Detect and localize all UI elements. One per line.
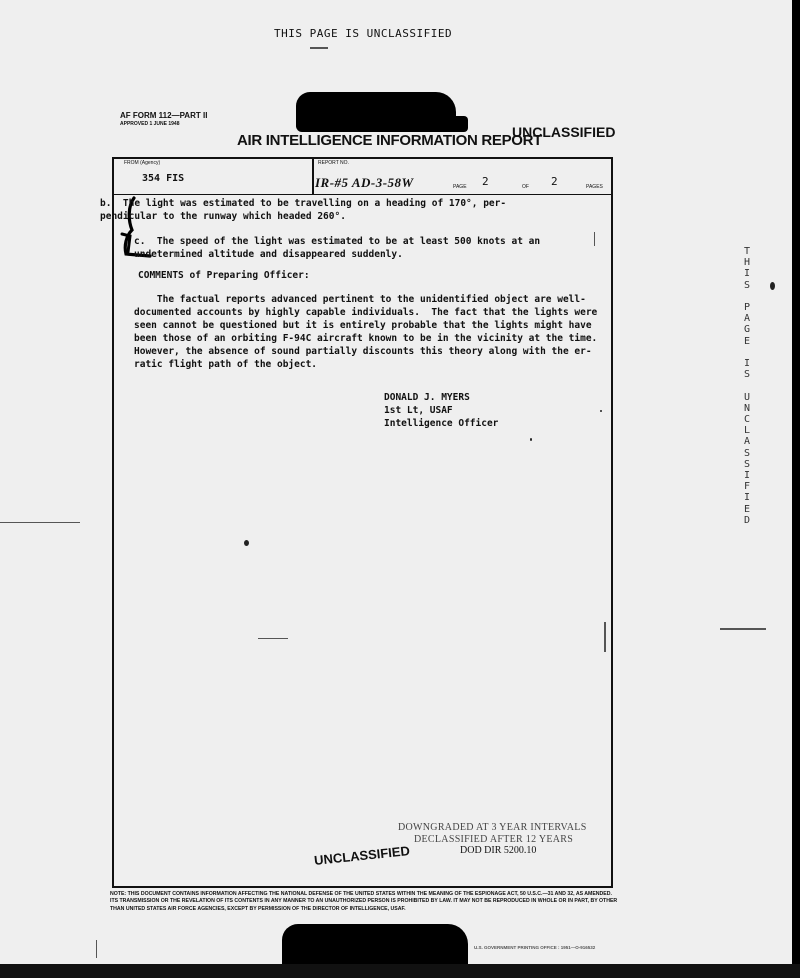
vertical-letter: S [743,279,751,291]
report-number-handwritten: IR-#5 AD-3-58W [315,175,414,190]
page-label: PAGE [453,184,467,190]
paragraph-c: c. The speed of the light was estimated to be at least 500 knots at an undetermined altitude and disappeared suddenly. [134,236,541,260]
header-divider [312,159,314,194]
scan-scratch [258,638,288,639]
vertical-letter [741,347,753,358]
downgrade-line-3: DOD DIR 5200.10 [460,845,537,856]
report-title: AIR INTELLIGENCE INFORMATION REPORT [237,132,543,149]
vertical-letter: F [743,481,751,493]
total-pages-value: 2 [551,175,558,188]
vertical-letter: N [743,402,751,414]
comments-paragraph: The factual reports advanced pertinent to the unidentified object are well- documented accounts by highly capable individuals. The fact that the lights were seen cannot be questioned but it is entirely probable that the lights might have been those of an orbiting F-94C aircraft known to be in the vicinity at the time. However, the absence of sound partially discounts this theory along with the er- ratic flight path of the object. [134,294,598,370]
scan-speck [770,282,775,290]
of-label: OF [522,184,529,190]
scan-edge-right [792,0,800,978]
vertical-letter: I [743,492,751,504]
vertical-letter: I [743,268,751,280]
vertical-letter: S [743,369,751,381]
scan-edge-bottom [0,964,800,978]
redaction-block-top [296,92,456,132]
vertical-letter: U [743,391,751,403]
vertical-letter: G [743,324,751,336]
scan-speck [600,410,602,412]
vertical-letter: E [743,503,751,515]
scan-scratch [720,628,766,630]
scan-scratch [310,47,328,49]
vertical-letter: H [743,257,751,269]
vertical-letter: E [743,335,751,347]
scan-scratch [0,522,80,523]
from-value: 354 FIS [142,173,185,184]
signature-block: DONALD J. MYERS 1st Lt, USAF Intelligence Officer [384,392,499,429]
redaction-block-top-tail [440,116,468,132]
vertical-letter: I [743,470,751,482]
scan-scratch [96,940,97,958]
scan-scratch [604,622,606,652]
pages-label: PAGES [586,184,603,190]
scan-speck [530,438,532,441]
downgrade-line-1: DOWNGRADED AT 3 YEAR INTERVALS [398,822,587,833]
comments-heading: COMMENTS of Preparing Officer: [138,270,310,281]
classification-stamp-bottom: UNCLASSIFIED [313,843,411,868]
footer-legal-note: NOTE: THIS DOCUMENT CONTAINS INFORMATION AFFECTING THE NATIONAL DEFENSE OF THE UNITED STATES WITHIN THE MEANING OF THE ESPIONAGE ACT, 50 U.S.C.—31 AND 32, AS AMENDED. ITS TRANSMISSION OR THE REVELATION OF ITS CONTENTS IN ANY MANNER TO AN UNAUTHORIZED PERSON IS PROHIBITED BY LAW. IT MAY NOT BE REPRODUCED IN WHOLE OR IN PART, BY OTHER THAN UNITED STATES AIR FORCE AGENCIES, EXCEPT BY PERMISSION OF THE DIRECTOR OF INTELLIGENCE, USAF. [110,891,618,912]
form-header-row [114,159,611,195]
scan-speck [244,540,249,546]
vertical-letter: I [743,358,751,370]
vertical-letter [741,380,753,391]
classification-stamp-top: UNCLASSIFIED [512,124,616,140]
scan-scratch [594,232,595,246]
vertical-classification-text [741,246,753,526]
redaction-block-bottom [282,924,468,964]
form-approval-date: APPROVED 1 JUNE 1948 [120,121,180,127]
vertical-letter: S [743,458,751,470]
paragraph-b: b. The light was estimated to be travelling on a heading of 170°, per- pendicular to the runway which headed 260°. [100,198,507,222]
vertical-letter: P [743,302,751,314]
top-classification-banner: THIS PAGE IS UNCLASSIFIED [274,27,453,40]
vertical-letter: C [743,414,751,426]
form-number: AF FORM 112—PART II [120,111,208,120]
vertical-letter: T [743,246,751,257]
form-frame [112,157,613,888]
vertical-letter: S [743,447,751,459]
vertical-letter: A [743,436,751,448]
printing-office-imprint: U.S. GOVERNMENT PRINTING OFFICE : 1951—O-916532 [474,945,596,950]
vertical-letter [741,291,753,302]
vertical-letter: D [743,514,751,526]
vertical-letter: A [743,313,751,325]
vertical-letter: L [743,425,751,437]
from-label: FROM (Agency) [124,160,161,166]
downgrade-line-2: DECLASSIFIED AFTER 12 YEARS [414,834,574,845]
report-no-label: REPORT NO. [318,160,349,166]
page-value: 2 [482,175,489,188]
